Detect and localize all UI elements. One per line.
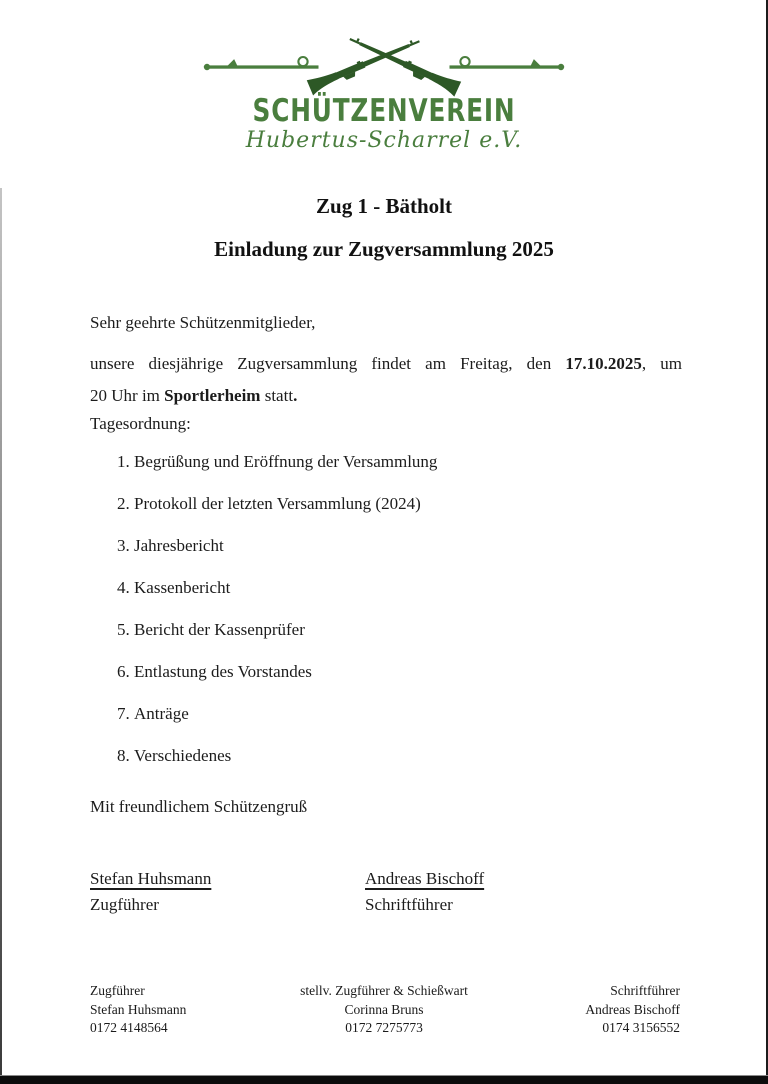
salutation: Sehr geehrte Schützenmitglieder, bbox=[90, 313, 316, 332]
crossed-rifles-icon bbox=[199, 25, 569, 97]
signature-name: Stefan Huhsmann bbox=[90, 869, 212, 888]
intro-line-1 bbox=[90, 348, 682, 380]
agenda-item-8: 8. Verschiedenes bbox=[134, 746, 437, 767]
flourish-right-icon bbox=[450, 57, 564, 70]
signature-role: Zugführer bbox=[90, 895, 159, 914]
club-subtitle: Hubertus-Scharrel e.V. bbox=[245, 128, 523, 153]
intro-text: unsere diesjährige Zugversammlung findet am Freitag, den bbox=[90, 354, 566, 373]
footer-phone: 0172 4148564 bbox=[90, 1020, 168, 1035]
intro-text: 20 Uhr im bbox=[90, 386, 165, 405]
footer-name: Andreas Bischoff bbox=[585, 1001, 680, 1017]
footer-column-zugfuehrer bbox=[90, 982, 186, 1038]
intro-text: statt bbox=[260, 386, 294, 405]
scan-edge-bottom bbox=[0, 1075, 768, 1084]
agenda-item-4: 4. Kassenbericht bbox=[134, 578, 437, 599]
doc-title: Zug 1 - Bätholt bbox=[316, 194, 452, 218]
signature-name: Andreas Bischoff bbox=[365, 869, 485, 888]
agenda-item-1: 1. Begrüßung und Eröffnung der Versammlung bbox=[134, 452, 437, 473]
closing-line: Mit freundlichem Schützengruß bbox=[90, 797, 308, 816]
intro-period: . bbox=[293, 386, 298, 405]
signature-block-zugfuehrer bbox=[90, 869, 211, 915]
meeting-venue: Sportlerheim bbox=[164, 386, 261, 405]
intro-text: , um bbox=[641, 354, 682, 373]
doc-subtitle: Einladung zur Zugversammlung 2025 bbox=[214, 237, 554, 261]
footer-role: Zugführer bbox=[90, 983, 145, 998]
agenda-item-3: 3. Jahresbericht bbox=[134, 536, 437, 557]
flourish-left-icon bbox=[204, 57, 318, 70]
meeting-date: 17.10.2025 bbox=[565, 354, 642, 373]
intro-line-2 bbox=[90, 380, 682, 412]
footer-column-schriftfuehrer bbox=[585, 982, 680, 1038]
agenda-item-7: 7. Anträge bbox=[134, 704, 437, 725]
scan-edge-left bbox=[0, 188, 2, 1075]
agenda-heading: Tagesordnung: bbox=[90, 414, 191, 433]
footer-name: Corinna Bruns bbox=[344, 1001, 424, 1017]
footer-role: Schriftführer bbox=[610, 983, 680, 998]
agenda-item-6: 6. Entlastung des Vorstandes bbox=[134, 662, 437, 683]
intro-paragraph bbox=[90, 348, 682, 412]
footer-phone: 0172 7275773 bbox=[345, 1020, 423, 1035]
signature-block-schriftfuehrer bbox=[365, 869, 484, 915]
footer-column-stellv-zugfuehrer bbox=[224, 982, 544, 1038]
agenda-item-2: 2. Protokoll der letzten Versammlung (2024) bbox=[134, 494, 437, 515]
footer-role: stellv. Zugführer & Schießwart bbox=[300, 983, 468, 998]
club-name: SCHÜTZENVEREIN bbox=[252, 93, 516, 129]
footer-phone: 0174 3156552 bbox=[602, 1020, 680, 1035]
signature-role: Schriftführer bbox=[365, 895, 453, 914]
agenda-item-5: 5. Bericht der Kassenprüfer bbox=[134, 620, 437, 641]
footer-name: Stefan Huhsmann bbox=[90, 1001, 187, 1017]
agenda-list bbox=[90, 452, 437, 788]
